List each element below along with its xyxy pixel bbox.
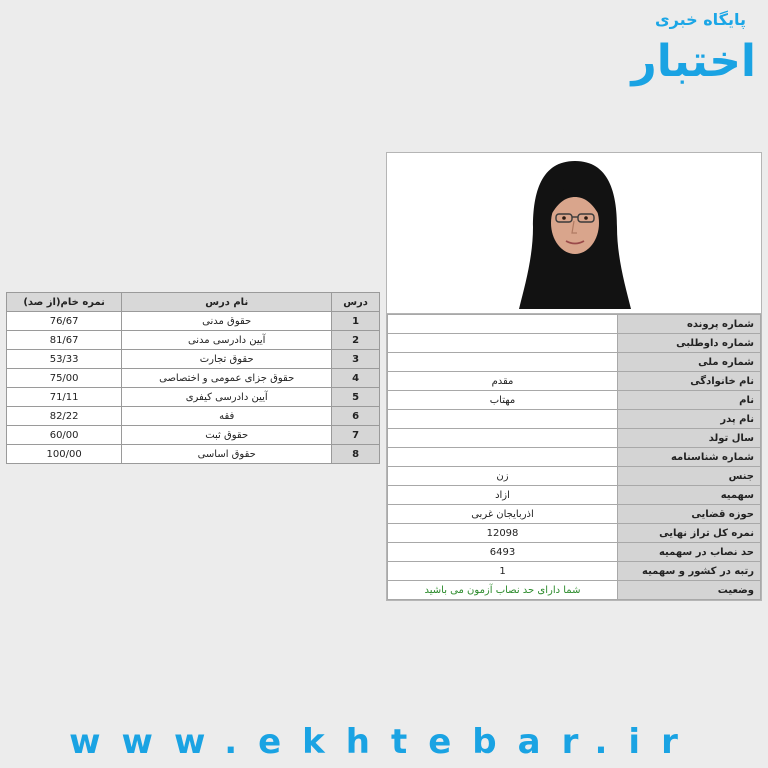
info-label: نمره کل تراز نهایی: [618, 524, 761, 543]
course-score: 76/67: [7, 312, 122, 331]
info-value: [388, 315, 618, 334]
info-row: [388, 486, 761, 505]
grades-header-num: درس: [332, 293, 380, 312]
course-name: آیین دادرسی کیفری: [122, 388, 332, 407]
course-score: 81/67: [7, 331, 122, 350]
course-name: حقوق ثبت: [122, 426, 332, 445]
info-label: سال تولد: [618, 429, 761, 448]
info-label: حوزه قضایی: [618, 505, 761, 524]
info-row: [388, 581, 761, 600]
table-row: [7, 350, 380, 369]
info-value: مقدم: [388, 372, 618, 391]
candidate-photo: [519, 157, 631, 309]
info-row: [388, 353, 761, 372]
info-row: [388, 524, 761, 543]
course-score: 53/33: [7, 350, 122, 369]
course-name: حقوق تجارت: [122, 350, 332, 369]
info-row: [388, 543, 761, 562]
course-number: 2: [332, 331, 380, 350]
table-row: [7, 426, 380, 445]
info-row: [388, 429, 761, 448]
info-label: شماره ملی: [618, 353, 761, 372]
info-label: نام خانوادگی: [618, 372, 761, 391]
course-score: 100/00: [7, 445, 122, 464]
status-value: شما دارای حد نصاب آزمون می باشید: [388, 581, 618, 600]
table-row: [7, 369, 380, 388]
info-row: [388, 448, 761, 467]
course-score: 71/11: [7, 388, 122, 407]
candidate-card: [386, 152, 762, 601]
info-label: جنس: [618, 467, 761, 486]
info-row: [388, 372, 761, 391]
info-value: ازاد: [388, 486, 618, 505]
info-row: [388, 505, 761, 524]
grades-header-row: [7, 293, 380, 312]
table-row: [7, 407, 380, 426]
table-row: [7, 445, 380, 464]
info-value: اذربایجان غربی: [388, 505, 618, 524]
site-logo: [616, 10, 756, 96]
footer-url: www.ekhtebar.ir: [69, 722, 699, 762]
info-label: شماره شناسنامه: [618, 448, 761, 467]
course-number: 8: [332, 445, 380, 464]
info-value: [388, 353, 618, 372]
grades-header-score: نمره خام(از صد): [7, 293, 122, 312]
table-row: [7, 331, 380, 350]
info-label: شماره داوطلبی: [618, 334, 761, 353]
table-row: [7, 388, 380, 407]
info-value: [388, 448, 618, 467]
course-score: 60/00: [7, 426, 122, 445]
photo-area: [387, 153, 761, 314]
info-row: [388, 315, 761, 334]
logo-name: اختبار: [631, 36, 756, 87]
info-label: نام: [618, 391, 761, 410]
logo-tagline: پایگاه خبری: [654, 10, 746, 29]
grades-header-course: نام درس: [122, 293, 332, 312]
candidate-info-table: [387, 314, 761, 600]
course-number: 4: [332, 369, 380, 388]
info-label: شماره پرونده: [618, 315, 761, 334]
course-number: 1: [332, 312, 380, 331]
course-number: 5: [332, 388, 380, 407]
info-label: نام پدر: [618, 410, 761, 429]
info-value: 6493: [388, 543, 618, 562]
table-row: [7, 312, 380, 331]
course-name: حقوق جزای عمومی و اختصاصی: [122, 369, 332, 388]
info-value: 1: [388, 562, 618, 581]
info-value: [388, 334, 618, 353]
info-row: [388, 467, 761, 486]
info-value: 12098: [388, 524, 618, 543]
course-score: 82/22: [7, 407, 122, 426]
info-label: سهمیه: [618, 486, 761, 505]
info-row: [388, 562, 761, 581]
info-row: [388, 410, 761, 429]
course-name: آیین دادرسی مدنی: [122, 331, 332, 350]
info-row: [388, 391, 761, 410]
course-number: 7: [332, 426, 380, 445]
info-value: [388, 410, 618, 429]
info-label: وضعیت: [618, 581, 761, 600]
info-value: مهتاب: [388, 391, 618, 410]
course-score: 75/00: [7, 369, 122, 388]
grades-table: [6, 292, 380, 464]
info-value: زن: [388, 467, 618, 486]
info-value: [388, 429, 618, 448]
info-label: رتبه در کشور و سهمیه: [618, 562, 761, 581]
course-name: فقه: [122, 407, 332, 426]
course-name: حقوق اساسی: [122, 445, 332, 464]
course-number: 3: [332, 350, 380, 369]
info-label: حد نصاب در سهمیه: [618, 543, 761, 562]
course-name: حقوق مدنی: [122, 312, 332, 331]
course-number: 6: [332, 407, 380, 426]
info-row: [388, 334, 761, 353]
